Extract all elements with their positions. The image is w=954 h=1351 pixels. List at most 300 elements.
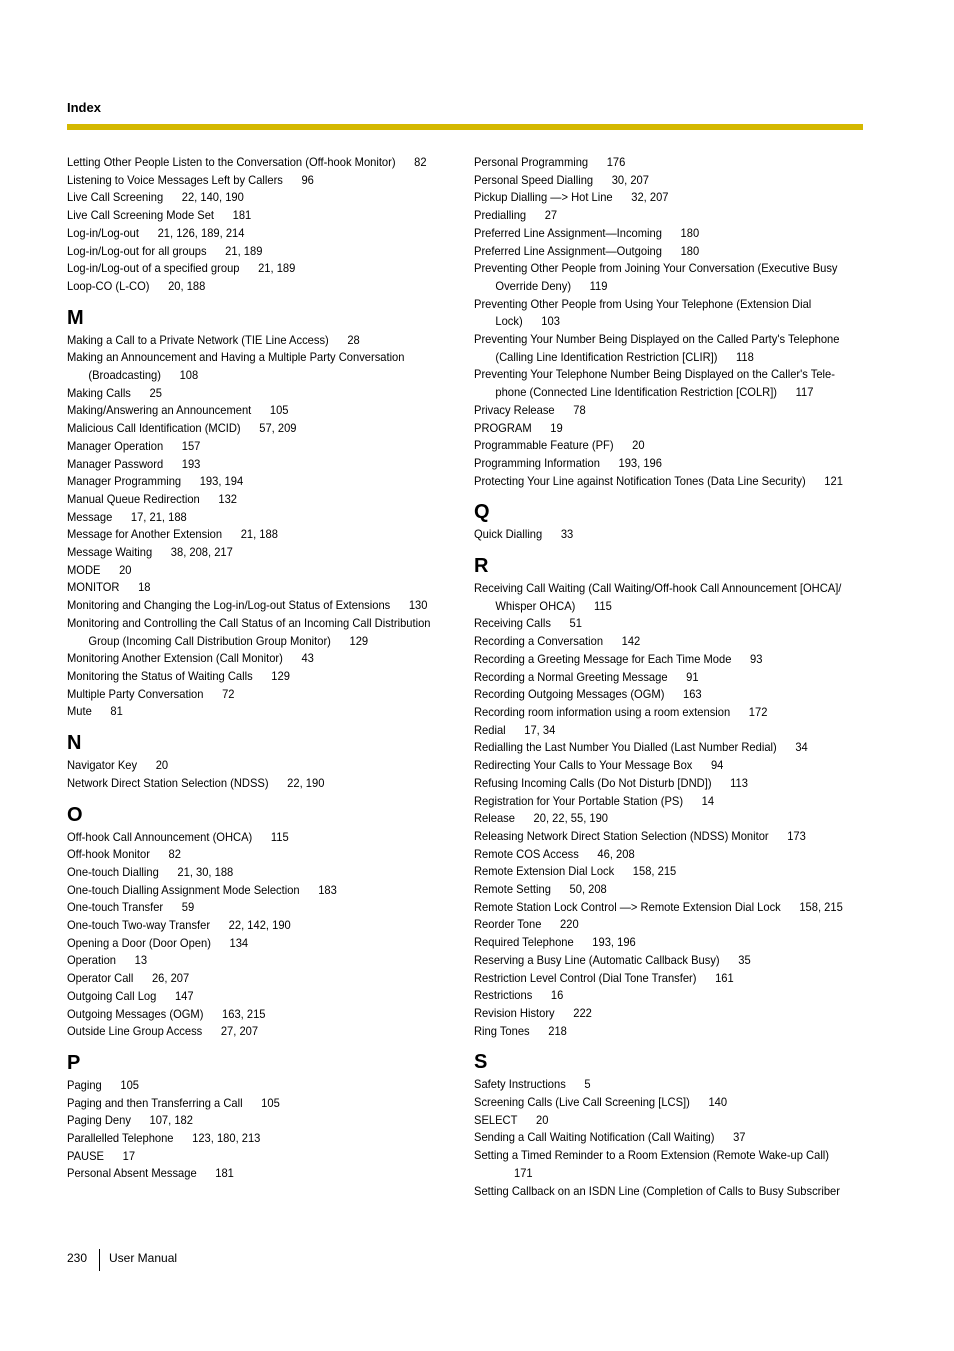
index-entry xyxy=(67,1077,425,1095)
index-term: Sending a Call Waiting Notification (Call Waiting) xyxy=(474,1130,715,1145)
index-page-refs: 161 xyxy=(715,970,734,985)
index-term: Monitoring and Changing the Log-in/Log-out Status of Extensions xyxy=(67,598,391,613)
index-term: Preventing Other People from Using Your Telephone (Extension Dial xyxy=(474,296,812,311)
index-page-refs: 51 xyxy=(569,616,582,631)
index-letter-heading: Q xyxy=(474,501,490,524)
index-page-refs: 22, 140, 190 xyxy=(181,190,244,205)
index-term: Ring Tones xyxy=(474,1023,530,1038)
index-page-refs: 50, 208 xyxy=(569,882,607,897)
index-term: PROGRAM xyxy=(474,420,532,435)
index-entry xyxy=(67,438,425,456)
index-term: Outgoing Call Log xyxy=(67,988,157,1003)
index-entry xyxy=(474,828,839,846)
index-term: Restrictions xyxy=(474,988,533,1003)
index-term: Receiving Call Waiting (Call Waiting/Off-hook Call Announcement [OHCA]/ xyxy=(474,581,842,596)
index-entry xyxy=(67,597,428,615)
index-entry xyxy=(474,207,839,225)
index-page-refs: 19 xyxy=(550,420,563,435)
index-entry xyxy=(474,1183,839,1201)
index-page-refs: 25 xyxy=(149,385,162,400)
index-entry xyxy=(474,810,839,828)
index-term: Making a Call to a Private Network (TIE Line Access) xyxy=(67,332,329,347)
index-entry xyxy=(474,669,839,687)
index-term: Preferred Line Assignment—Outgoing xyxy=(474,243,662,258)
index-term: Operation xyxy=(67,953,117,968)
index-term: Off-hook Monitor xyxy=(67,847,150,862)
index-page-refs: 5 xyxy=(584,1077,591,1092)
index-entry xyxy=(474,952,839,970)
index-page-refs: 26, 207 xyxy=(151,971,190,986)
index-term: Refusing Incoming Calls (Do Not Disturb [DND]) xyxy=(474,775,712,790)
index-page-refs: 94 xyxy=(710,758,724,773)
index-entry xyxy=(474,402,839,420)
index-page-refs: 20 xyxy=(119,562,132,577)
index-page-refs: 35 xyxy=(738,952,751,967)
index-term: Recording a Normal Greeting Message xyxy=(474,669,668,684)
index-entry xyxy=(474,225,839,243)
index-page-refs: 132 xyxy=(218,491,238,506)
index-term: MONITOR xyxy=(67,580,120,595)
index-term: Protecting Your Line against Notification Tones (Data Line Security) xyxy=(474,473,806,488)
index-term: Monitoring the Status of Waiting Calls xyxy=(67,668,253,683)
index-entry xyxy=(67,579,425,597)
index-term: Releasing Network Direct Station Selection (NDSS) Monitor xyxy=(474,828,769,843)
index-term: Log-in/Log-out for all groups xyxy=(67,243,207,258)
index-term: One-touch Transfer xyxy=(67,900,164,915)
index-term: Listening to Voice Messages Left by Callers xyxy=(67,172,283,187)
index-page-refs: 34 xyxy=(795,740,808,755)
index-page-refs: 105 xyxy=(120,1077,139,1092)
index-term: Personal Speed Dialling xyxy=(474,172,594,187)
index-entry xyxy=(67,420,425,438)
index-entry xyxy=(474,686,839,704)
index-entry xyxy=(474,455,839,473)
index-page-refs: 157 xyxy=(181,438,201,453)
index-page-refs: 193, 196 xyxy=(618,455,662,470)
index-page-refs: 183 xyxy=(318,882,337,897)
index-term: Monitoring and Controlling the Call Status of an Incoming Call Distribution xyxy=(67,615,431,630)
index-term: One-touch Two-way Transfer xyxy=(67,918,211,933)
index-page-refs: 38, 208, 217 xyxy=(170,545,233,560)
index-entry xyxy=(67,829,425,847)
index-page-refs: 21, 189 xyxy=(225,243,263,258)
index-entry xyxy=(67,562,425,580)
index-page-refs: 78 xyxy=(573,402,586,417)
index-term: Setting a Timed Reminder to a Room Extension (Remote Wake-up Call) xyxy=(474,1148,829,1163)
index-entry xyxy=(67,1130,425,1148)
index-page-refs: 20 xyxy=(155,758,169,773)
header-rule xyxy=(67,124,863,130)
index-term: Reorder Tone xyxy=(474,917,542,932)
index-page-refs: 33 xyxy=(560,527,574,542)
index-page-refs: 115 xyxy=(593,598,612,613)
index-term: Manual Queue Redirection xyxy=(67,491,200,506)
index-term: Receiving Calls xyxy=(474,616,551,631)
index-entry xyxy=(474,1076,839,1094)
index-term: Manager Programming xyxy=(67,474,182,489)
index-page-refs: 193, 194 xyxy=(199,474,244,489)
footer-divider xyxy=(99,1249,100,1271)
index-term: Manager Operation xyxy=(67,438,164,453)
index-entry xyxy=(67,491,425,509)
index-entry xyxy=(67,473,425,491)
index-entry xyxy=(67,544,425,562)
index-term: Revision History xyxy=(474,1005,555,1020)
index-term: Programmable Feature (PF) xyxy=(474,438,614,453)
index-page-refs: 130 xyxy=(408,598,428,613)
index-page-refs: 103 xyxy=(541,314,560,329)
index-entry xyxy=(474,189,839,207)
index-entry xyxy=(474,846,839,864)
index-term: Message Waiting xyxy=(67,545,153,560)
index-entry xyxy=(474,899,843,917)
index-page-refs: 163 xyxy=(683,687,702,702)
index-entry xyxy=(474,615,839,633)
index-entry xyxy=(67,207,425,225)
index-term: Preventing Your Number Being Displayed on the Called Party's Telephone xyxy=(474,332,840,347)
index-page-refs: 115 xyxy=(270,829,289,844)
index-term: Manager Password xyxy=(67,456,164,471)
index-page-refs: 17, 34 xyxy=(524,722,556,737)
index-entry xyxy=(474,633,839,651)
index-entry xyxy=(67,1148,425,1166)
index-term: Network Direct Station Selection (NDSS) xyxy=(67,775,269,790)
index-entry xyxy=(67,970,425,988)
index-entry xyxy=(474,651,839,669)
index-term: Live Call Screening Mode Set xyxy=(67,208,215,223)
index-page-refs: 21, 189 xyxy=(258,261,296,276)
index-term-continuation: Override Deny) xyxy=(495,278,572,293)
index-term: SELECT xyxy=(474,1112,518,1127)
index-term: Privacy Release xyxy=(474,402,555,417)
index-page-refs: 17, 21, 188 xyxy=(130,509,187,524)
index-page-refs: 28 xyxy=(347,332,360,347)
index-page-refs: 123, 180, 213 xyxy=(192,1131,261,1146)
index-term: Live Call Screening xyxy=(67,190,164,205)
index-page-refs: 91 xyxy=(686,669,699,684)
index-page-refs: 43 xyxy=(301,651,314,666)
index-page-refs: 108 xyxy=(179,368,199,383)
index-entry xyxy=(474,863,839,881)
index-entry xyxy=(67,456,425,474)
index-term: Personal Absent Message xyxy=(67,1166,197,1181)
index-term-continuation: (Broadcasting) xyxy=(88,368,161,383)
index-term: Required Telephone xyxy=(474,935,574,950)
index-term: Paging xyxy=(67,1077,102,1092)
index-term: Log-in/Log-out xyxy=(67,225,139,240)
index-entry xyxy=(67,243,425,261)
index-page-refs: 147 xyxy=(174,988,194,1003)
index-term: Preferred Line Assignment—Incoming xyxy=(474,225,662,240)
index-entry xyxy=(67,260,425,278)
index-term: Making/Answering an Announcement xyxy=(67,403,252,418)
index-page-refs: 32, 207 xyxy=(631,190,669,205)
index-term: Preventing Other People from Joining Your Conversation (Executive Busy xyxy=(474,261,838,276)
index-term: Message for Another Extension xyxy=(67,527,223,542)
index-page-refs: 82 xyxy=(168,847,181,862)
index-entry xyxy=(474,704,839,722)
index-page-refs: 218 xyxy=(548,1023,567,1038)
index-term: Message xyxy=(67,509,113,524)
index-letter-heading: N xyxy=(67,732,82,755)
index-page-refs: 158, 215 xyxy=(632,864,677,879)
index-term: Reserving a Busy Line (Automatic Callback Busy) xyxy=(474,952,720,967)
index-term: Recording a Conversation xyxy=(474,634,604,649)
index-entry xyxy=(67,1023,425,1041)
index-entry xyxy=(67,952,425,970)
index-page-refs: 180 xyxy=(680,225,700,240)
index-term: Recording a Greeting Message for Each Time Mode xyxy=(474,651,732,666)
index-term: Paging and then Transferring a Call xyxy=(67,1095,243,1110)
index-entry xyxy=(67,757,425,775)
index-entry xyxy=(67,935,425,953)
index-page-refs: 193, 196 xyxy=(592,935,636,950)
index-page-refs: 129 xyxy=(271,668,290,683)
index-entry xyxy=(67,703,425,721)
index-entry xyxy=(474,420,839,438)
index-entry xyxy=(67,154,425,172)
index-term: Preventing Your Telephone Number Being Displayed on the Caller's Tele- xyxy=(474,367,835,382)
index-entry xyxy=(67,882,425,900)
index-term: Safety Instructions xyxy=(474,1077,566,1092)
index-entry xyxy=(474,881,839,899)
index-term: Recording Outgoing Messages (OGM) xyxy=(474,687,665,702)
index-term: Predialling xyxy=(474,208,527,223)
index-term: One-touch Dialling Assignment Mode Selection xyxy=(67,882,300,897)
index-term: Navigator Key xyxy=(67,758,138,773)
index-page-refs: 16 xyxy=(550,988,564,1003)
index-page-refs: 142 xyxy=(621,634,641,649)
index-term-continuation: Whisper OHCA) xyxy=(495,598,576,613)
index-entry xyxy=(474,526,839,544)
index-page-refs: 30, 207 xyxy=(611,172,649,187)
index-entry xyxy=(67,1165,425,1183)
index-page-refs: 81 xyxy=(110,704,123,719)
index-entry xyxy=(474,970,839,988)
index-term: Redialling the Last Number You Dialled (Last Number Redial) xyxy=(474,740,777,755)
index-term: MODE xyxy=(67,562,101,577)
index-page-refs: 59 xyxy=(181,900,195,915)
index-entry xyxy=(474,793,839,811)
index-entry xyxy=(67,509,425,527)
index-entry xyxy=(67,332,425,350)
index-term: Malicious Call Identification (MCID) xyxy=(67,421,241,436)
index-page-refs: 27 xyxy=(544,208,558,223)
index-page-refs: 20 xyxy=(536,1112,549,1127)
index-entry xyxy=(474,473,843,491)
index-page-refs: 27, 207 xyxy=(220,1024,259,1039)
index-term: Release xyxy=(474,811,515,826)
index-page-refs: 181 xyxy=(232,208,252,223)
index-letter-heading: M xyxy=(67,306,84,329)
index-entry xyxy=(474,172,839,190)
index-page-refs: 107, 182 xyxy=(149,1113,193,1128)
index-entry xyxy=(474,722,839,740)
index-entry xyxy=(67,526,425,544)
index-term: Remote COS Access xyxy=(474,846,579,861)
index-term: Opening a Door (Door Open) xyxy=(67,935,211,950)
index-page-refs: 82 xyxy=(414,155,427,169)
index-page-refs: 121 xyxy=(824,473,843,488)
index-term: Remote Setting xyxy=(474,882,551,897)
index-entry xyxy=(474,739,839,757)
index-page-refs: 20, 188 xyxy=(168,278,206,293)
index-page-refs: 176 xyxy=(606,155,626,169)
index-page-refs: 37 xyxy=(733,1130,746,1145)
index-term-continuation: Lock) xyxy=(495,314,523,329)
index-term: Redirecting Your Calls to Your Message Box xyxy=(474,758,693,773)
index-page-refs: 163, 215 xyxy=(222,1006,266,1021)
index-page-refs: 21, 30, 188 xyxy=(177,864,234,879)
index-entry xyxy=(474,580,879,615)
index-entry xyxy=(474,154,839,172)
index-term: Making Calls xyxy=(67,385,131,400)
index-entry xyxy=(474,916,839,934)
index-entry xyxy=(67,615,472,650)
index-letter-heading: O xyxy=(67,803,83,826)
index-term: Mute xyxy=(67,704,92,719)
index-entry xyxy=(67,775,425,793)
index-term: Registration for Your Portable Station (PS) xyxy=(474,793,684,808)
index-term: Pickup Dialling —> Hot Line xyxy=(474,190,613,205)
index-entry xyxy=(67,988,425,1006)
index-term: Recording room information using a room extension xyxy=(474,704,731,719)
index-page-refs: 134 xyxy=(229,935,249,950)
index-page-refs: 158, 215 xyxy=(799,899,843,914)
manual-label: User Manual xyxy=(109,1251,178,1265)
index-entry xyxy=(67,189,425,207)
index-entry xyxy=(474,366,879,401)
index-page-refs: 220 xyxy=(560,917,579,932)
index-entry xyxy=(474,1005,839,1023)
index-page-refs: 57, 209 xyxy=(259,421,297,436)
index-term: Parallelled Telephone xyxy=(67,1131,174,1146)
index-page-refs: 18 xyxy=(138,580,151,595)
index-page-refs: 129 xyxy=(349,633,369,648)
index-entry xyxy=(474,757,839,775)
index-page-refs: 117 xyxy=(795,385,814,400)
index-letter-heading: S xyxy=(474,1051,488,1074)
index-term: Setting Callback on an ISDN Line (Completion of Calls to Busy Subscriber xyxy=(474,1183,840,1198)
index-entry xyxy=(67,917,425,935)
index-page-refs: 181 xyxy=(215,1166,234,1181)
index-entry xyxy=(474,1023,839,1041)
index-term: Programming Information xyxy=(474,455,600,470)
index-term: Making an Announcement and Having a Multiple Party Conversation xyxy=(67,350,405,365)
page-number: 230 xyxy=(67,1251,88,1265)
index-page-refs: 140 xyxy=(708,1095,728,1110)
index-column-right xyxy=(474,154,866,1200)
index-entry xyxy=(67,278,425,296)
index-term: Monitoring Another Extension (Call Monitor) xyxy=(67,651,283,666)
index-page-refs: 93 xyxy=(750,651,763,666)
index-page-refs: 119 xyxy=(589,278,608,293)
index-entry xyxy=(67,1006,425,1024)
index-page-refs: 17 xyxy=(122,1148,136,1163)
index-page-refs: 173 xyxy=(787,828,806,843)
index-page-refs: 180 xyxy=(680,243,700,258)
index-term: Outgoing Messages (OGM) xyxy=(67,1006,204,1021)
index-page-refs: 193 xyxy=(181,456,201,471)
index-page-refs: 21, 188 xyxy=(240,527,278,542)
index-page-refs: 171 xyxy=(513,1165,533,1180)
index-entry xyxy=(474,987,839,1005)
index-entry xyxy=(474,260,879,295)
index-term-continuation: Group (Incoming Call Distribution Group Monitor) xyxy=(88,633,331,648)
index-entry xyxy=(67,172,425,190)
index-term: Off-hook Call Announcement (OHCA) xyxy=(67,829,253,844)
index-term: Screening Calls (Live Call Screening [LCS]) xyxy=(474,1095,690,1110)
index-entry xyxy=(67,864,425,882)
index-letter-heading: P xyxy=(67,1051,81,1074)
index-term: Personal Programming xyxy=(474,155,589,169)
index-column-left xyxy=(67,154,452,1183)
index-entry xyxy=(67,1112,425,1130)
index-page-refs: 20, 22, 55, 190 xyxy=(533,811,609,826)
index-page-refs: 22, 142, 190 xyxy=(228,918,291,933)
index-entry xyxy=(474,1147,879,1182)
index-entry xyxy=(474,934,839,952)
index-entry xyxy=(474,243,839,261)
index-term: Redial xyxy=(474,722,506,737)
index-entry xyxy=(474,775,839,793)
index-term: Remote Extension Dial Lock xyxy=(474,864,615,879)
index-term-continuation: (Calling Line Identification Restriction [CLIR]) xyxy=(495,349,718,364)
index-page-refs: 96 xyxy=(301,172,314,187)
index-page-refs: 14 xyxy=(701,793,715,808)
index-page-refs: 22, 190 xyxy=(287,775,325,790)
index-term: Multiple Party Conversation xyxy=(67,686,204,701)
index-term: Letting Other People Listen to the Conversation (Off-hook Monitor) xyxy=(67,155,396,169)
index-page-refs: 172 xyxy=(748,704,768,719)
index-entry xyxy=(67,1095,425,1113)
index-page-refs: 222 xyxy=(573,1005,592,1020)
index-entry xyxy=(474,437,839,455)
index-entry xyxy=(67,846,425,864)
index-page-refs: 118 xyxy=(736,349,754,364)
index-letter-heading: R xyxy=(474,555,489,578)
index-term: Loop-CO (L-CO) xyxy=(67,278,150,293)
index-term: Operator Call xyxy=(67,971,134,986)
index-entry xyxy=(474,1129,839,1147)
index-term-continuation: phone (Connected Line Identification Restriction [COLR]) xyxy=(495,385,778,400)
index-entry xyxy=(67,385,425,403)
index-page-refs: 105 xyxy=(269,403,289,418)
index-entry xyxy=(474,1094,839,1112)
index-entry xyxy=(67,349,472,384)
index-term: Log-in/Log-out of a specified group xyxy=(67,261,240,276)
index-entry xyxy=(67,899,425,917)
index-entry xyxy=(67,668,425,686)
index-term: PAUSE xyxy=(67,1148,105,1163)
index-entry xyxy=(67,225,425,243)
index-entry xyxy=(474,296,879,331)
index-term: Quick Dialling xyxy=(474,527,543,542)
index-term: Restriction Level Control (Dial Tone Transfer) xyxy=(474,970,697,985)
index-page-refs: 46, 208 xyxy=(597,846,635,861)
index-page-refs: 20 xyxy=(632,438,645,453)
index-page-refs: 21, 126, 189, 214 xyxy=(157,225,245,240)
index-term: One-touch Dialling xyxy=(67,864,159,879)
index-page-refs: 72 xyxy=(222,686,235,701)
index-term: Remote Station Lock Control —> Remote Extension Dial Lock xyxy=(474,899,781,914)
index-entry xyxy=(67,402,425,420)
index-term: Outside Line Group Access xyxy=(67,1024,203,1039)
index-page-refs: 113 xyxy=(730,775,748,790)
page-title: Index xyxy=(67,100,101,115)
index-entry xyxy=(67,650,425,668)
index-page-refs: 13 xyxy=(134,953,148,968)
